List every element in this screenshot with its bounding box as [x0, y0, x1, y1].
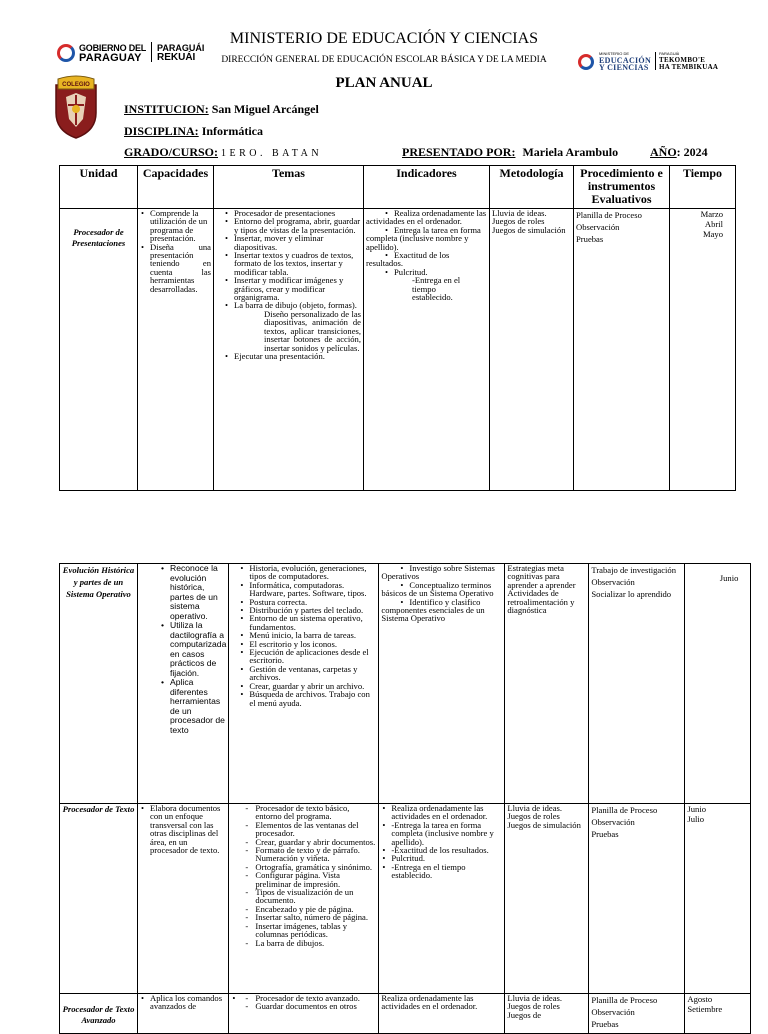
- procedimiento-cell: [589, 564, 685, 804]
- indicadores-line: Realiza ordenadamente las actividades en el ordenador.: [381, 993, 478, 1012]
- list-item: • Historia, evolución, generaciones, tipos de computadores.: [249, 564, 376, 581]
- institucion-line: [124, 102, 319, 117]
- grado-label: GRADO/CURSO:: [124, 145, 219, 159]
- list-item: - Encabezado y pie de página.: [255, 905, 376, 913]
- anio-line: [650, 145, 708, 160]
- column-header-tiempo: Tiempo: [670, 166, 736, 209]
- list-item: • Insertar, mover y eliminar diapositivas.: [234, 234, 361, 251]
- metodologia-line: Juegos de simulación: [507, 819, 581, 830]
- plan-table-page2: [59, 563, 751, 1034]
- disciplina-line: [124, 124, 263, 139]
- tiempo-line: Junio: [719, 573, 739, 583]
- list-item: • La barra de dibujo (objeto, formas).: [234, 301, 361, 309]
- metodologia-line: Lluvia de ideas.: [507, 993, 563, 1003]
- list-item: • -Entrega en el tiempo establecido.: [391, 863, 502, 880]
- list-item: • Postura correcta.: [249, 598, 376, 606]
- procedimiento-line: Socializar lo aprendido: [591, 589, 672, 599]
- list-item: • El escritorio y los iconos.: [249, 640, 376, 648]
- temas-cell: [229, 564, 379, 804]
- indicadores-cell: [379, 564, 505, 804]
- procedimiento-line: Observación: [591, 577, 635, 587]
- list-item: • Utiliza la dactilografía a computarizada en casos prácticos de fijación.: [170, 621, 226, 678]
- list-item: • Entorno del programa, abrir, guardar y tipos de vistas de la presentación.: [234, 217, 361, 234]
- metodologia-line: Lluvia de ideas.: [492, 208, 547, 218]
- disciplina-label: DISCIPLINA:: [124, 124, 199, 138]
- metodologia-cell: [505, 994, 589, 1034]
- institucion-label: INSTITUCION:: [124, 102, 209, 116]
- capacidades-cell: [138, 804, 229, 994]
- gobierno-logo-line4: REKUÁI: [157, 52, 196, 63]
- crest-label: COLEGIO: [62, 82, 90, 88]
- column-header-capacidades: Capacidades: [138, 166, 214, 209]
- tiempo-line: Setiembre: [687, 1004, 723, 1014]
- list-item: • Ejecución de aplicaciones desde el escritorio.: [249, 648, 376, 665]
- unidad-cell: Procesador de Presentaciones: [60, 209, 138, 491]
- procedimiento-line: Planilla de Proceso: [576, 210, 642, 220]
- procedimiento-cell: [574, 209, 670, 491]
- tiempo-line: Marzo: [700, 209, 723, 219]
- list-item: - Elementos de las ventanas del procesador.: [255, 821, 376, 838]
- indicadores-extra-text: -Entrega en el tiempo establecido.: [412, 275, 461, 303]
- list-item: • Entrega la tarea en forma completa (inclusive nombre y apellido).: [366, 226, 487, 251]
- procedimiento-line: Pruebas: [576, 234, 604, 244]
- column-header-unidad: Unidad: [60, 166, 138, 209]
- direction-title: DIRECCIÓN GENERAL DE EDUCACIÓN ESCOLAR BÁSICA Y DE LA MEDIA: [221, 55, 547, 65]
- tiempo-cell: [685, 564, 751, 804]
- list-item: • Identifico y clasifico componentes esenciales de un Sistema Operativo: [381, 598, 502, 623]
- metodologia-line: Juegos de roles: [507, 811, 560, 822]
- procedimiento-line: Trabajo de investigación: [591, 565, 677, 575]
- mec-logo-line4: TEKOMBO'E: [659, 56, 706, 64]
- mec-logo-line5: HA TEMBIKUAA: [659, 63, 719, 71]
- table-row: [60, 564, 751, 804]
- plan-table-page1: [59, 165, 736, 491]
- procedimiento-line: Observación: [576, 222, 620, 232]
- metodologia-line: Juegos de roles: [507, 1001, 560, 1012]
- procedimiento-line: Planilla de Proceso: [591, 805, 658, 815]
- list-item: • Aplica los comandos avanzados de: [150, 994, 226, 1011]
- mec-logo-line0: MINISTERIO DE: [599, 51, 630, 56]
- procedimiento-line: Planilla de Proceso: [591, 995, 658, 1005]
- list-item: • Realiza ordenadamente las actividades en el ordenador.: [366, 209, 487, 226]
- mec-logo-line3: PARAGUÁI: [659, 51, 680, 56]
- ministry-title: MINISTERIO DE EDUCACIÓN Y CIENCIAS: [229, 30, 539, 47]
- list-item: • Ejecutar una presentación.: [234, 352, 361, 360]
- temas-extra-text: Diseño personalizado de las diapositivas, animación de textos, aplicar transiciones, insertar botones de acción, insertar sonidos y películas.: [264, 308, 361, 353]
- table-row: [60, 804, 751, 994]
- list-item: - Ortografía, gramática y sinónimo.: [255, 863, 376, 871]
- tiempo-line: Julio: [687, 814, 705, 824]
- institucion-value: San Miguel Arcángel: [211, 102, 319, 116]
- list-item: - Tipos de visualización de un documento.: [255, 888, 376, 905]
- list-item: • Distribución y partes del teclado.: [249, 606, 376, 614]
- mec-logo-line1: EDUCACIÓN: [599, 56, 652, 65]
- procedimiento-line: Observación: [591, 817, 635, 827]
- temas-cell: [229, 994, 379, 1034]
- list-item: • Comprende la utilización de un programa de presentación.: [150, 209, 211, 243]
- capacidades-cell: [138, 994, 229, 1034]
- indicadores-cell: [379, 804, 505, 994]
- list-item: - Crear, guardar y abrir documentos.: [255, 838, 376, 846]
- metodologia-line: Estrategias meta cognitivas para aprender a aprender Actividades de retroalimentación y diagnóstica: [507, 563, 576, 616]
- tiempo-cell: [685, 804, 751, 994]
- gobierno-logo-line1: GOBIERNO DEL: [79, 43, 147, 53]
- plan-title: PLAN ANUAL: [335, 75, 433, 91]
- table-row: [60, 994, 751, 1034]
- list-item: • Pulcritud.: [391, 854, 502, 862]
- list-item: • Elabora documentos con un enfoque transversal con las otras disciplinas del área, en un procesador de texto.: [150, 804, 226, 854]
- list-item: - Configurar página. Vista preliminar de impresión.: [255, 871, 376, 888]
- list-item: • -Entrega la tarea en forma completa (inclusive nombre y apellido).: [391, 821, 502, 846]
- indicadores-cell: [364, 209, 490, 491]
- list-item: • Realiza ordenadamente las actividades en el ordenador.: [391, 804, 502, 821]
- list-item: • Investigo sobre Sistemas Operativos: [381, 564, 502, 581]
- list-item: - Guardar documentos en otros: [255, 1002, 376, 1010]
- list-item: • Insertar y modificar imágenes y gráficos, crear y modificar organigrama.: [234, 276, 361, 301]
- list-item: • -Exactitud de los resultados.: [391, 846, 502, 854]
- list-item: • Entorno de un sistema operativo, fundamentos.: [249, 614, 376, 631]
- capacidades-cell: [138, 564, 229, 804]
- list-item: • Gestión de ventanas, carpetas y archivos.: [249, 665, 376, 682]
- anio-value: : 2024: [676, 145, 708, 159]
- gobierno-logo-line2: PARAGUAY: [79, 52, 142, 64]
- gobierno-logo-line3: PARAGUÁI: [157, 43, 205, 53]
- unidad-cell: Procesador de Texto Avanzado: [60, 994, 138, 1034]
- tiempo-cell: [685, 994, 751, 1034]
- tiempo-line: Agosto: [687, 994, 713, 1004]
- metodologia-cell: [505, 804, 589, 994]
- list-item: • Informática, computadoras. Hardware, partes. Software, tipos.: [249, 581, 376, 598]
- metodologia-line: Juegos de simulación: [492, 224, 566, 235]
- table-row: [60, 209, 736, 491]
- procedimiento-cell: [589, 994, 685, 1034]
- list-item: - Insertar salto, número de página.: [255, 913, 376, 921]
- indicadores-cell: [379, 994, 505, 1034]
- list-item: - Formato de texto y de párrafo. Numeración y viñeta.: [255, 846, 376, 863]
- temas-cell: [214, 209, 364, 491]
- metodologia-cell: [490, 209, 574, 491]
- capacidades-cell: [138, 209, 214, 491]
- column-header-indicadores: Indicadores: [364, 166, 490, 209]
- unidad-cell: Procesador de Texto: [60, 804, 138, 994]
- tiempo-cell: [670, 209, 736, 491]
- anio-label: AÑO: [650, 145, 677, 159]
- list-item: - Procesador de texto básico, entorno del programa.: [255, 804, 376, 821]
- tiempo-line: Abril: [704, 219, 723, 229]
- list-item: • Conceptualizo terminos básicos de un Sistema Operativo: [381, 581, 502, 598]
- metodologia-cell: [505, 564, 589, 804]
- metodologia-line: Juegos de roles: [492, 216, 545, 227]
- tiempo-line: Junio: [687, 804, 706, 814]
- grado-value: 1ERO. BATAN: [221, 148, 323, 159]
- column-header-temas: Temas: [214, 166, 364, 209]
- column-header-procedimiento: Procedimiento e instrumentos Evaluativos: [574, 166, 670, 209]
- list-item: • Insertar textos y cuadros de textos, formato de los textos, insertar y modificar tabla.: [234, 251, 361, 276]
- list-item: - Insertar imágenes, tablas y columnas periódicas.: [255, 922, 376, 939]
- list-item: • Aplica diferentes herramientas de un procesador de texto: [170, 678, 226, 735]
- list-item: - La barra de dibujos.: [255, 939, 376, 947]
- list-item: • Crear, guardar y abrir un archivo.: [249, 682, 376, 690]
- presentado-value: Mariela Arambulo: [522, 145, 619, 159]
- mec-logo-line2: Y CIENCIAS: [599, 63, 649, 72]
- list-item: • Menú inicio, la barra de tareas.: [249, 631, 376, 639]
- procedimiento-line: Pruebas: [591, 829, 619, 839]
- list-item: • Búsqueda de archivos. Trabajo con el menú ayuda.: [249, 690, 376, 707]
- presentado-label: PRESENTADO POR:: [402, 145, 516, 159]
- metodologia-line: Juegos de: [507, 1009, 542, 1020]
- list-item: • Exactitud de los resultados.: [366, 251, 487, 268]
- column-header-metodologia: Metodología: [490, 166, 574, 209]
- metodologia-line: Lluvia de ideas.: [507, 803, 563, 813]
- presentado-line: [402, 145, 618, 160]
- list-item: • Procesador de presentaciones: [234, 209, 361, 217]
- list-item: • Reconoce la evolución histórica, partes de un sistema operativo.: [170, 564, 226, 621]
- temas-cell: [229, 804, 379, 994]
- list-item: • Diseña una presentación teniendo en cuenta las herramientas desarrolladas.: [150, 243, 211, 293]
- grado-line: [124, 145, 322, 160]
- procedimiento-line: Observación: [591, 1007, 635, 1017]
- list-item: - Procesador de texto avanzado.: [255, 994, 376, 1002]
- procedimiento-cell: [589, 804, 685, 994]
- unidad-cell: Evolución Histórica y partes de un Sistema Operativo: [60, 564, 138, 804]
- table-header-row: [60, 166, 736, 209]
- procedimiento-line: Pruebas: [591, 1019, 619, 1029]
- tiempo-line: Mayo: [702, 229, 723, 239]
- disciplina-value: Informática: [201, 124, 264, 138]
- list-item: • Pulcritud.: [366, 268, 487, 276]
